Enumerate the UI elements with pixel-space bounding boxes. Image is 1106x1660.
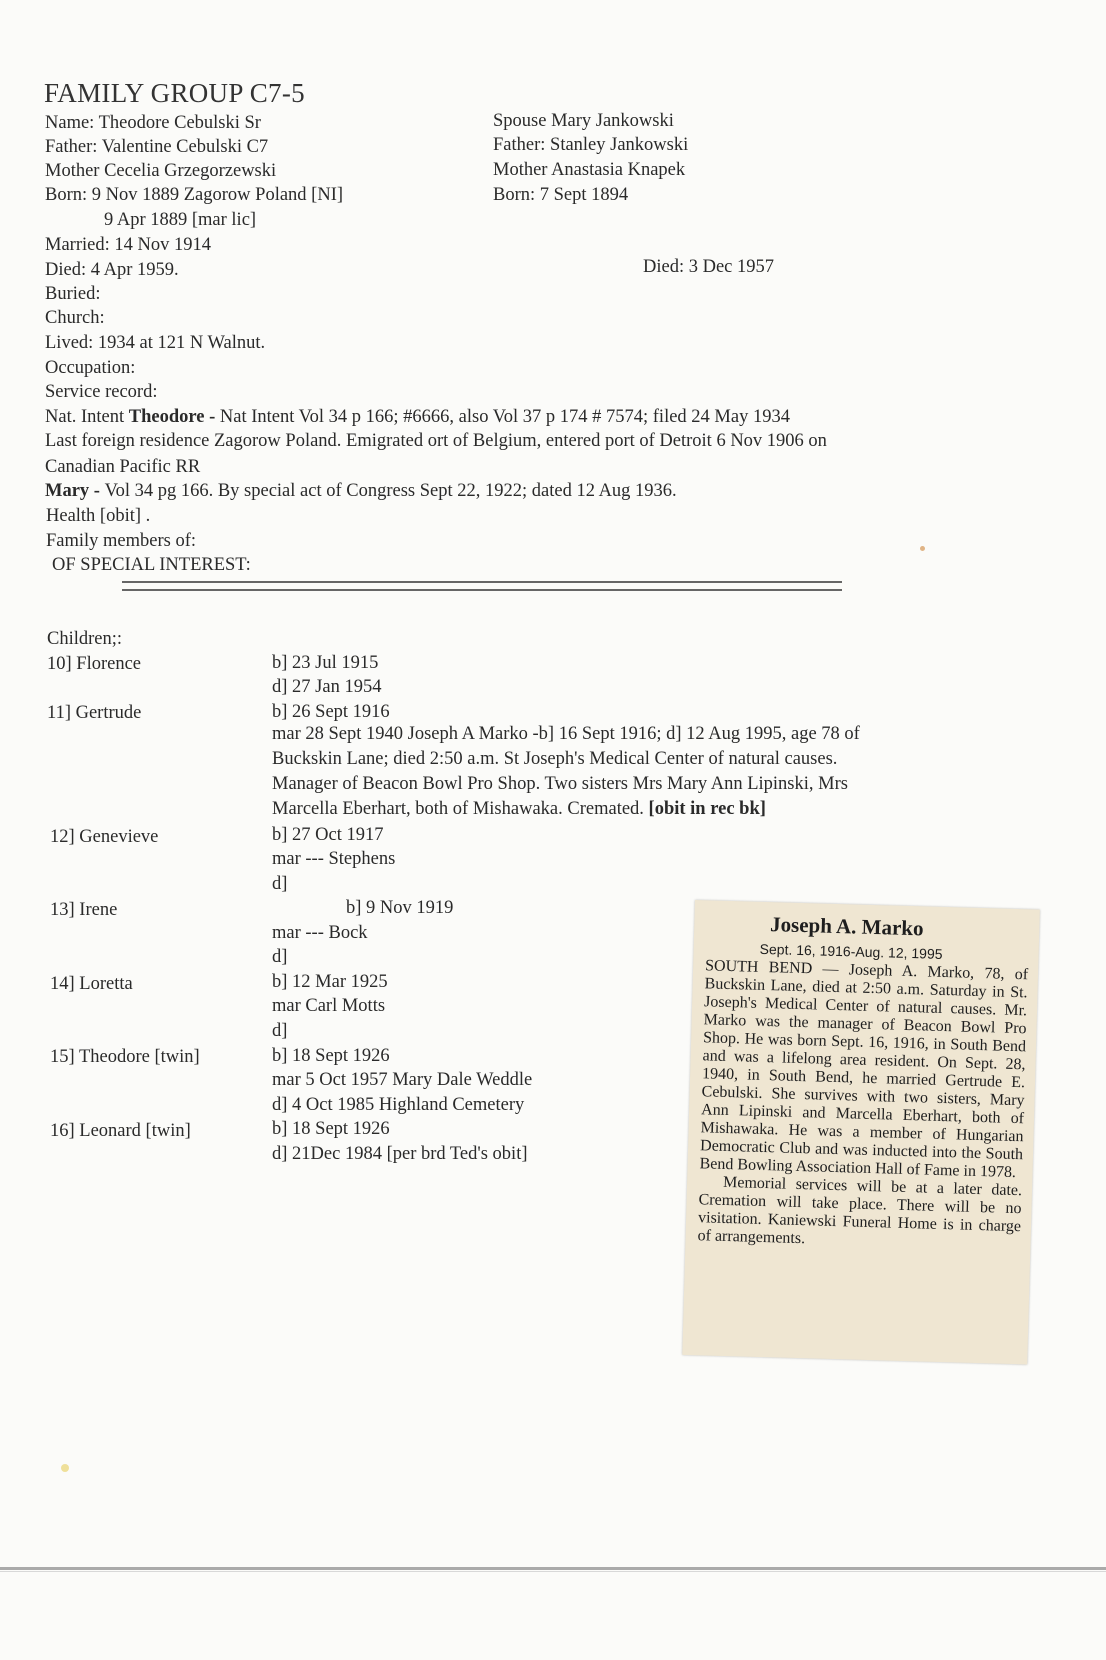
child-detail: b] 27 Oct 1917 [272,825,384,845]
child-name: 15] Theodore [twin] [50,1047,200,1067]
obituary-paragraph: Memorial services will be at a later date. Cremation will take place. There will be no visitation. Kaniewski Funeral Home is in charge of arrangements. [697,1173,1023,1248]
child-name: 13] Irene [50,900,118,920]
child-detail [272,798,766,820]
page-edge [0,1567,1106,1570]
child-detail-text: Marcella Eberhart, both of Mishawaka. Cremated. [272,799,649,819]
page-title: FAMILY GROUP C7-5 [44,78,305,108]
nat-intent-label: Nat. Intent [45,407,129,427]
child-detail: d] [272,1021,288,1041]
child-detail: d] 21Dec 1984 [per brd Ted's obit] [272,1144,528,1164]
name-field: Name: Theodore Cebulski Sr [45,113,261,133]
mary-label: Mary - [45,481,105,501]
spouse-field: Spouse Mary Jankowski [493,111,674,131]
nat-intent-details: Nat Intent Vol 34 p 166; #6666, also Vol 37 p 174 # 7574; filed 24 May 1934 [219,407,790,427]
obituary-name: Joseph A. Marko [769,912,924,941]
obituary-paragraph: SOUTH BEND — Joseph A. Marko, 78, of Buckskin Lane, died at 2:50 a.m. Saturday in St. Joseph's Medical Center of natural causes. Mr. Marko was the manager of Beacon Bowl Pro Shop. He was born Sept. 16, 1916, in South Bend and was a lifelong area resident. On Sept. 28, 1940, in South Bend, he married Gertrude E. Cebulski. She survives with two sisters, Mary Ann Lipinski and Marcella Eberhart, both of Mishawaka. He was a member of Hungarian Democratic Club and was inducted into the South Bend Bowling Association Hall of Fame in 1978. [699,957,1029,1182]
children-heading: Children;: [47,629,123,649]
child-detail: mar --- Bock [272,923,368,943]
born-alt-field: 9 Apr 1889 [mar lic] [104,210,257,230]
mother-field: Mother Cecelia Grzegorzewski [45,161,277,181]
father-field: Father: Valentine Cebulski C7 [45,137,269,157]
child-detail: b] 18 Sept 1926 [272,1119,390,1139]
child-detail: mar 5 Oct 1957 Mary Dale Weddle [272,1070,533,1090]
section-divider [122,581,842,591]
born-field: Born: 9 Nov 1889 Zagorow Poland [NI] [45,185,344,205]
occupation-field: Occupation: [45,358,136,378]
health-line: Health [obit] . [46,506,151,526]
child-detail: b] 9 Nov 1919 [346,898,454,918]
child-detail: mar 28 Sept 1940 Joseph A Marko -b] 16 Sept 1916; d] 12 Aug 1995, age 78 of [272,724,860,744]
child-detail: Buckskin Lane; died 2:50 a.m. St Joseph's Medical Center of natural causes. [272,749,838,769]
child-name: 11] Gertrude [47,703,142,723]
spouse-father-field: Father: Stanley Jankowski [493,135,689,155]
died-field: Died: 4 Apr 1959. [45,260,179,280]
special-interest-line: OF SPECIAL INTEREST: [52,555,251,575]
page-edge-shadow [0,1571,1106,1572]
child-name: 10] Florence [47,654,142,674]
child-detail: d] 27 Jan 1954 [272,677,382,697]
mary-details: Vol 34 pg 166. By special act of Congress Sept 22, 1922; dated 12 Aug 1936. [104,481,677,501]
child-detail: d] 4 Oct 1985 Highland Cemetery [272,1095,525,1115]
nat-intent-theodore: Theodore - [128,407,220,427]
child-detail: d] [272,874,288,894]
obituary-dates: Sept. 16, 1916-Aug. 12, 1995 [759,940,943,962]
canadian-pacific-line: Canadian Pacific RR [45,457,201,477]
spouse-born-field: Born: 7 Sept 1894 [493,185,629,205]
child-detail: b] 23 Jul 1915 [272,653,379,673]
buried-field: Buried: [45,284,101,304]
child-name: 14] Loretta [50,974,133,994]
child-detail: Manager of Beacon Bowl Pro Shop. Two sisters Mrs Mary Ann Lipinski, Mrs [272,774,848,794]
child-detail: b] 18 Sept 1926 [272,1046,390,1066]
child-detail: mar Carl Motts [272,996,386,1016]
child-name: 16] Leonard [twin] [50,1121,191,1141]
child-detail: mar --- Stephens [272,849,396,869]
service-record-field: Service record: [45,382,158,402]
family-members-line: Family members of: [46,531,197,551]
stray-mark [61,1464,69,1472]
nat-intent-line [45,406,790,428]
foreign-residence-line: Last foreign residence Zagorow Poland. Emigrated ort of Belgium, entered port of Detroit 6 Nov 1906 on [45,431,827,451]
child-detail: b] 12 Mar 1925 [272,972,388,992]
child-detail: d] [272,947,288,967]
married-field: Married: 14 Nov 1914 [45,235,211,255]
church-field: Church: [45,308,105,328]
stray-mark [920,546,925,551]
obituary-clipping [682,900,1040,1364]
child-detail: b] 26 Sept 1916 [272,702,390,722]
spouse-died-field: Died: 3 Dec 1957 [643,257,775,277]
lived-field: Lived: 1934 at 121 N Walnut. [45,333,266,353]
spouse-mother-field: Mother Anastasia Knapek [493,160,686,180]
obituary-body [685,957,1038,1255]
mary-intent-line [45,480,677,502]
child-name: 12] Genevieve [50,827,159,847]
obit-note: [obit in rec bk] [648,799,766,819]
